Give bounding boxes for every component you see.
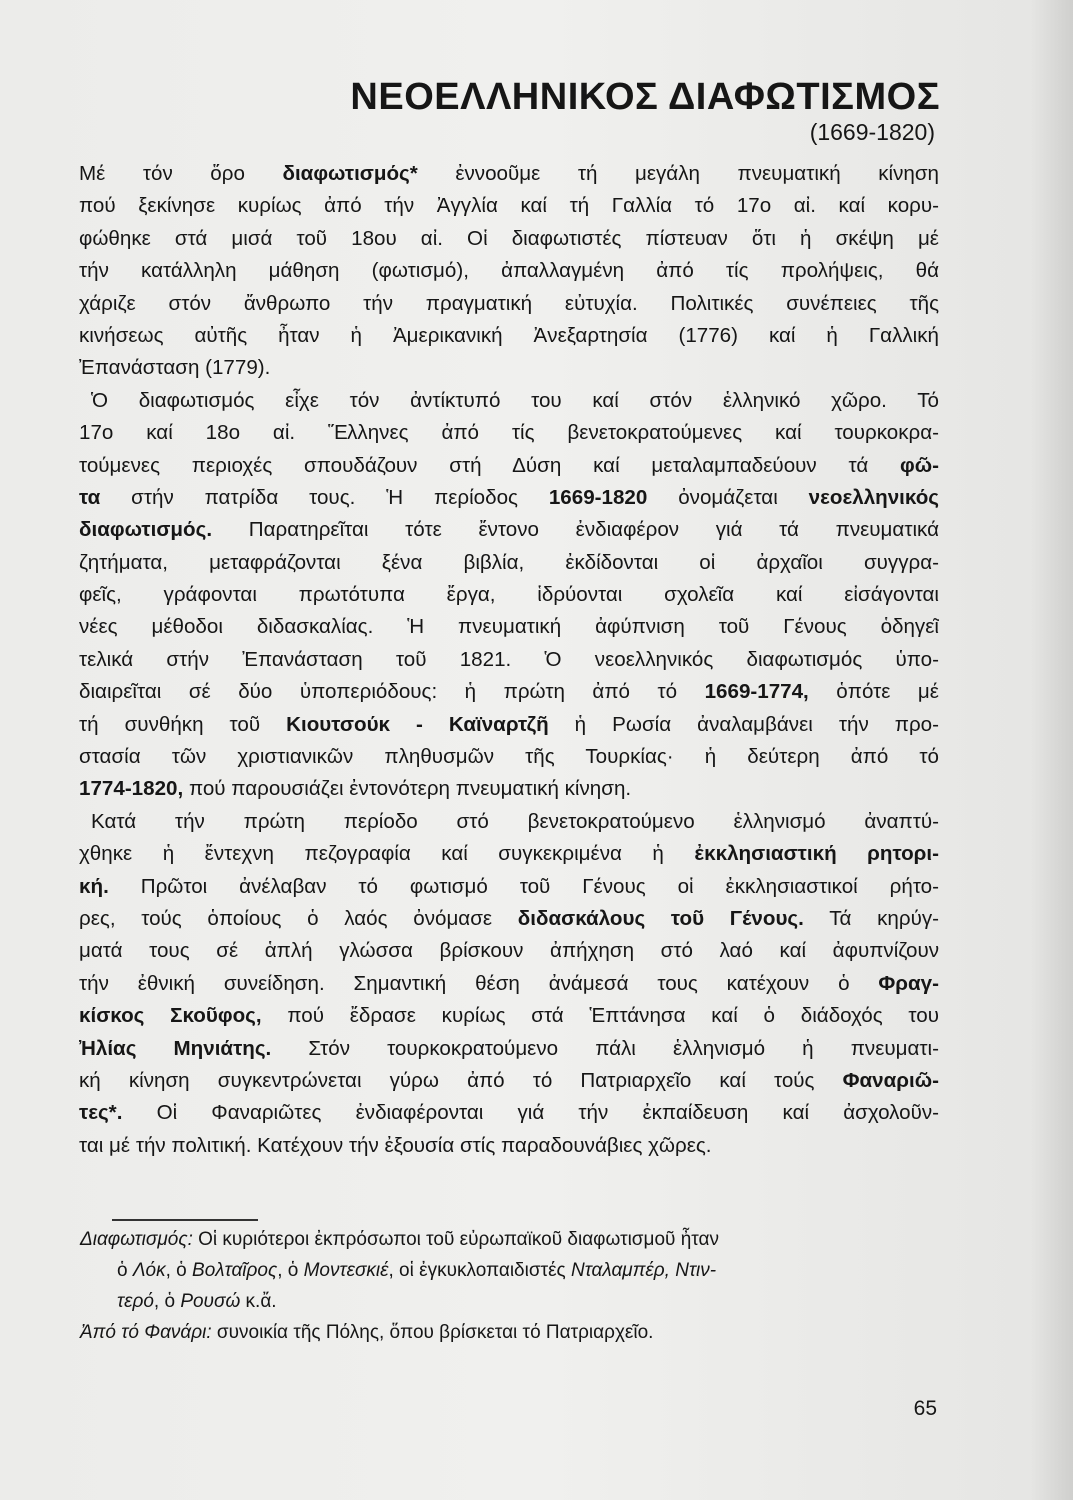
text-run: κή κίνηση συγκεντρώνεται γύρω ἀπό τό Πατριαρχεῖο καί τούς	[79, 1068, 843, 1092]
italic-term: Λόκ	[132, 1260, 166, 1281]
text-line	[79, 352, 939, 384]
text-run: τήν ἐθνική συνείδηση. Σημαντική θέση ἀνάμεσά τους κατέχουν ὁ	[79, 971, 879, 995]
text-line	[79, 579, 939, 611]
text-line	[79, 838, 939, 870]
text-line	[79, 482, 939, 514]
bold-term: Φραγ-	[878, 971, 939, 995]
footnote-divider	[112, 1219, 258, 1221]
text-line	[79, 741, 939, 773]
bold-term: κίσκος Σκοῦφος,	[79, 1004, 262, 1028]
bold-term: Κιουτσούκ - Καϊναρτζῆ	[286, 712, 549, 736]
bold-term: διαφωτισμός*	[282, 162, 418, 185]
text-line	[79, 903, 939, 935]
bold-term: τα	[79, 485, 101, 509]
page-subtitle-dates: (1669-1820)	[809, 119, 935, 145]
bold-term: κή.	[79, 874, 109, 898]
text-line	[79, 935, 939, 967]
bold-term: ἐκκλησιαστική ρητορι-	[694, 842, 939, 866]
italic-term: Μοντεσκιέ	[303, 1260, 389, 1281]
text-line	[79, 611, 939, 643]
text-line	[79, 1000, 939, 1032]
text-run: , οἱ ἐγκυκλοπαιδιστές	[388, 1260, 571, 1281]
text-run: ται μέ τήν πολιτική. Κατέχουν τήν ἐξουσία στίς παραδουνάβιες χῶρες.	[79, 1133, 712, 1157]
text-run: Τά κηρύγ-	[803, 906, 939, 930]
text-line	[79, 158, 939, 190]
text-run: κινήσεως αὐτῆς ἦταν ἡ Ἀμερικανική Ἀνεξαρτησία (1776) καί ἡ Γαλλική	[79, 323, 939, 347]
text-line	[79, 1033, 939, 1065]
bold-term: Φαναριῶ-	[842, 1068, 939, 1092]
italic-term: Ρουσώ	[180, 1291, 241, 1312]
text-run: τή συνθήκη τοῦ	[79, 712, 287, 736]
footnote-line	[80, 1224, 946, 1255]
body-text	[79, 158, 939, 1162]
text-line	[79, 1130, 939, 1162]
bold-term: 1669-1820	[548, 485, 648, 509]
footnote-line	[80, 1317, 946, 1348]
text-line	[79, 1097, 939, 1129]
text-run: 17ο καί 18ο αἰ. Ἕλληνες ἀπό τίς βενετοκρατούμενες καί τουρκοκρα-	[79, 421, 939, 445]
bold-term: 1774-1820,	[79, 777, 184, 801]
text-run: ρες, τούς ὁποίους ὁ λαός ὀνόμασε	[79, 906, 518, 930]
text-line	[79, 385, 939, 417]
italic-term: Ἀπό τό Φανάρι:	[80, 1322, 212, 1343]
text-line	[79, 450, 939, 482]
text-line	[79, 968, 939, 1000]
text-run: στήν πατρίδα τους. Ἡ περίοδος	[100, 485, 549, 509]
text-run: ὀνομάζεται	[647, 485, 809, 509]
bold-term: διδασκάλους τοῦ Γένους.	[517, 906, 804, 930]
text-line	[79, 676, 939, 708]
text-line	[79, 288, 939, 320]
text-run: ζητήματα, μεταφράζονται ξένα βιβλία, ἐκδίδονται οἱ ἀρχαῖοι συγγρα-	[79, 550, 939, 574]
text-run: πού ξεκίνησε κυρίως ἀπό τήν Ἀγγλία καί τή Γαλλία τό 17ο αἰ. καί κορυ-	[79, 194, 939, 218]
text-line	[79, 773, 939, 805]
text-run: ἐννοοῦμε τή μεγάλη πνευματική κίνηση	[417, 162, 939, 185]
text-run: , ὁ	[165, 1260, 193, 1281]
text-line	[79, 417, 939, 449]
footnote-line	[80, 1286, 946, 1317]
text-line	[79, 320, 939, 352]
text-line	[79, 255, 939, 287]
text-run: ὁπότε μέ	[808, 680, 939, 704]
text-line	[79, 709, 939, 741]
text-run: χάριζε στόν ἄνθρωπο τήν πραγματική εὐτυχία. Πολιτικές συνέπειες τῆς	[79, 291, 939, 315]
text-run: Στόν τουρκοκρατούμενο πάλι ἑλληνισμό ἡ πνευματι-	[271, 1036, 939, 1060]
text-line	[79, 514, 939, 546]
text-run: Οἱ κυριότεροι ἐκπρόσωποι τοῦ εὐρωπαϊκοῦ διαφωτισμοῦ ἦταν	[192, 1229, 719, 1250]
text-run: , ὁ	[153, 1291, 181, 1312]
italic-term: Βολταῖρος	[192, 1260, 278, 1281]
text-run: Οἱ Φαναριῶτες ἐνδιαφέρονται γιά τήν ἐκπαίδευση καί ἀσχολοῦν-	[122, 1101, 939, 1125]
text-run: Ὁ διαφωτισμός εἶχε τόν ἀντίκτυπό του καί στόν ἑλληνικό χῶρο. Τό	[91, 388, 939, 412]
text-run: Πρῶτοι ἀνέλαβαν τό φωτισμό τοῦ Γένους οἱ ἐκκλησιαστικοί ρήτο-	[108, 874, 939, 898]
text-run: τήν κατάλληλη μάθηση (φωτισμό), ἀπαλλαγμένη ἀπό τίς προλήψεις, θά	[79, 259, 939, 283]
text-run: Μέ τόν ὅρο	[79, 162, 283, 185]
text-line	[79, 190, 939, 222]
text-line	[79, 1065, 939, 1097]
footnotes	[80, 1224, 946, 1348]
footnote-line	[80, 1255, 946, 1286]
text-line	[79, 871, 939, 903]
text-run: στασία τῶν χριστιανικῶν πληθυσμῶν τῆς Τουρκίας· ἡ δεύτερη ἀπό τό	[79, 745, 939, 769]
text-run: πού παρουσιάζει ἐντονότερη πνευματική κίνηση.	[183, 777, 632, 801]
text-run: ματά τους σέ ἁπλή γλώσσα βρίσκουν ἀπήχηση στό λαό καί ἀφυπνίζουν	[79, 939, 939, 963]
bold-term: νεοελληνικός	[808, 485, 939, 509]
text-run: Κατά τήν πρώτη περίοδο στό βενετοκρατούμενο ἑλληνισμό ἀναπτύ-	[91, 809, 939, 833]
text-run: Παρατηρεῖται τότε ἔντονο ἐνδιαφέρον γιά τά πνευματικά	[212, 518, 939, 542]
text-run: ὁ	[117, 1260, 133, 1281]
italic-term: τερό	[117, 1291, 154, 1312]
text-line	[79, 547, 939, 579]
bold-term: 1669-1774,	[704, 680, 809, 704]
text-run: συνοικία τῆς Πόλης, ὅπου βρίσκεται τό Πατριαρχεῖο.	[211, 1322, 654, 1343]
page-title: ΝΕΟΕΛΛΗΝΙΚΟΣ ΔΙΑΦΩΤΙΣΜΟΣ	[350, 76, 940, 118]
text-run: Ἐπανάσταση (1779).	[79, 356, 271, 380]
text-run: , ὁ	[277, 1260, 304, 1281]
text-line	[79, 223, 939, 255]
text-run: χθηκε ἡ ἔντεχνη πεζογραφία καί συγκεκριμένα ἡ	[79, 842, 695, 866]
page-number: 65	[913, 1397, 937, 1420]
text-run: φώθηκε στά μισά τοῦ 18ου αἰ. Οἱ διαφωτιστές πίστευαν ὅτι ἡ σκέψη μέ	[79, 226, 939, 250]
bold-term: διαφωτισμός.	[79, 518, 213, 542]
text-line	[79, 644, 939, 676]
bold-term: Ἠλίας Μηνιάτης.	[79, 1036, 272, 1060]
text-run: νέες μέθοδοι διδασκαλίας. Ἡ πνευματική ἀφύπνιση τοῦ Γένους ὁδηγεῖ	[79, 615, 939, 639]
italic-term: Διαφωτισμός:	[80, 1229, 193, 1250]
text-run: ἡ Ρωσία ἀναλαμβάνει τήν προ-	[548, 712, 939, 736]
text-run: διαιρεῖται σέ δύο ὑποπεριόδους: ἡ πρώτη ἀπό τό	[79, 680, 705, 704]
text-run: φεῖς, γράφονται πρωτότυπα ἔργα, ἱδρύονται σχολεῖα καί εἰσάγονται	[79, 583, 939, 607]
text-run: τελικά στήν Ἐπανάσταση τοῦ 1821. Ὁ νεοελληνικός διαφωτισμός ὑπο-	[79, 647, 939, 671]
bold-term: τες*.	[79, 1101, 123, 1125]
text-run: τούμενες περιοχές σπουδάζουν στή Δύση καί μεταλαμπαδεύουν τά	[79, 453, 900, 477]
italic-term: Νταλαμπέρ, Ντιν-	[570, 1260, 717, 1281]
bold-term: φῶ-	[900, 453, 939, 477]
text-run: κ.ἄ.	[240, 1291, 277, 1312]
text-line	[79, 806, 939, 838]
text-run: πού ἔδρασε κυρίως στά Ἑπτάνησα καί ὁ διάδοχός του	[261, 1004, 939, 1028]
